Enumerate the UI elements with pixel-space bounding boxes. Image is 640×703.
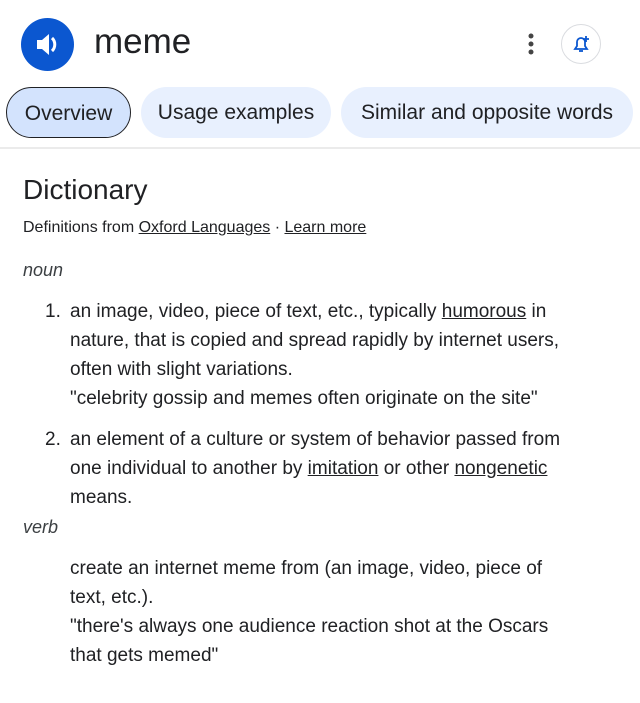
example-sentence: "celebrity gossip and memes often originate on the site" [70, 388, 538, 409]
source-line [23, 219, 366, 237]
part-of-speech-verb: verb [23, 517, 59, 537]
text: one individual to another by [70, 458, 308, 479]
definition-line [70, 454, 630, 483]
headword: meme [94, 22, 192, 61]
text: or other [378, 458, 455, 479]
source-prefix: Definitions from [23, 219, 135, 236]
speaker-icon [21, 18, 74, 71]
definition-line [70, 297, 630, 326]
more-options-button[interactable] [522, 30, 540, 60]
tab-overview[interactable]: Overview [6, 87, 131, 138]
section-title: Dictionary [23, 174, 148, 205]
bell-plus-icon [562, 25, 600, 63]
text: in [526, 301, 547, 322]
def-number: 2. [45, 429, 61, 450]
definition-line: nature, that is copied and spread rapidly by internet users, [70, 330, 560, 351]
divider [0, 147, 640, 149]
example-sentence: "there's always one audience reaction shot at the Oscars [70, 616, 549, 637]
learn-more-link[interactable]: Learn more [284, 219, 367, 236]
definition-line: text, etc.). [70, 587, 154, 608]
separator: · [270, 219, 285, 236]
pronunciation-speaker-button[interactable] [21, 18, 74, 71]
notify-button[interactable] [561, 24, 601, 64]
definition-line: often with slight variations. [70, 359, 293, 380]
oxford-languages-link[interactable]: Oxford Languages [138, 219, 271, 236]
definition-line: means. [70, 487, 133, 508]
text: an image, video, piece of text, etc., typically [70, 301, 442, 322]
example-sentence: that gets memed" [70, 645, 219, 666]
part-of-speech-noun: noun [23, 260, 64, 280]
more-vert-icon [522, 30, 540, 60]
definition-line: create an internet meme from (an image, video, piece of [70, 558, 543, 579]
definition-line: an element of a culture or system of behavior passed from [70, 429, 561, 450]
imitation-link[interactable]: imitation [307, 458, 379, 479]
def-number: 1. [45, 301, 61, 322]
tab-similar-opposite-words[interactable]: Similar and opposite words [341, 87, 633, 138]
humorous-link[interactable]: humorous [441, 301, 527, 322]
nongenetic-link[interactable]: nongenetic [454, 458, 548, 479]
tab-usage-examples[interactable]: Usage examples [141, 87, 331, 138]
